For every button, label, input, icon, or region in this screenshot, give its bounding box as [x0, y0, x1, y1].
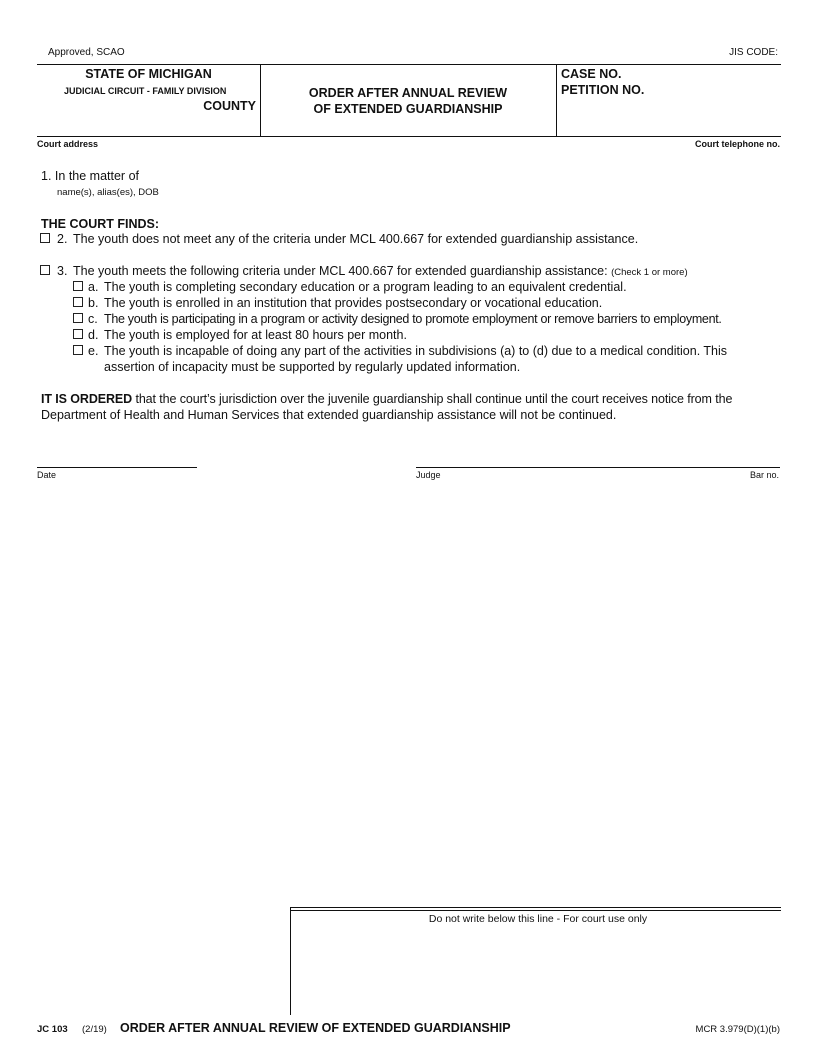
header-divider-left [260, 64, 261, 136]
matter-label: In the matter of [54, 169, 139, 183]
court-use-rule-1 [290, 907, 781, 908]
date-line[interactable] [37, 467, 197, 468]
bar-no-label: Bar no. [749, 470, 779, 480]
order-text: that the court’s jurisdiction over the juvenile guardianship shall continue until the court receives notice from the [132, 392, 733, 406]
matter-sublabel: name(s), alias(es), DOB [57, 187, 159, 198]
header-divider-right [556, 64, 557, 136]
form-revision: (2/19) [82, 1024, 107, 1035]
court-address-label: Court address [37, 139, 99, 149]
circuit-label: JUDICIAL CIRCUIT - FAMILY DIVISION [64, 86, 227, 96]
item3-number: 3. [57, 264, 68, 278]
court-use-rule-2 [290, 910, 781, 911]
item2-number: 2. [57, 232, 68, 246]
county-label: COUNTY [203, 99, 256, 113]
option-b-letter: b. [88, 296, 99, 310]
order-line2: Department of Health and Human Services that extended guardianship assistance will not be continued. [41, 408, 617, 422]
form-id: JC 103 [37, 1024, 68, 1035]
option-c-checkbox[interactable] [73, 313, 83, 323]
court-finds-heading: THE COURT FINDS: [41, 217, 160, 231]
court-telephone-label: Court telephone no. [695, 139, 780, 149]
court-rule: MCR 3.979(D)(1)(b) [695, 1024, 780, 1035]
option-c-letter: c. [88, 312, 98, 326]
item2-checkbox[interactable] [40, 233, 50, 243]
form-title-line1: ORDER AFTER ANNUAL REVIEW [308, 86, 508, 100]
header-bottom-rule [37, 136, 781, 137]
option-c-text: The youth is participating in a program or activity designed to promote employment or remove barriers to employment. [104, 312, 722, 326]
item3-criteria [73, 264, 688, 278]
option-d-letter: d. [88, 328, 99, 342]
court-use-label: Do not write below this line - For court use only [428, 913, 648, 925]
judge-signature-line[interactable] [416, 467, 780, 468]
item3-note: (Check 1 or more) [611, 267, 688, 278]
item2-text: The youth does not meet any of the criteria under MCL 400.667 for extended guardianship assistance. [73, 232, 639, 246]
order-line1 [41, 392, 732, 406]
option-e-text-cont: assertion of incapacity must be supported by regularly updated information. [104, 360, 521, 374]
form-title-line2: OF EXTENDED GUARDIANSHIP [313, 102, 503, 116]
item3-text: The youth meets the following criteria under MCL 400.667 for extended guardianship assistance: [73, 264, 608, 278]
case-no-label: CASE NO. [561, 67, 622, 81]
date-label: Date [37, 470, 57, 480]
option-d-checkbox[interactable] [73, 329, 83, 339]
item3-checkbox[interactable] [40, 265, 50, 275]
footer-title: ORDER AFTER ANNUAL REVIEW OF EXTENDED GUARDIANSHIP [120, 1021, 511, 1035]
matter-item [41, 169, 139, 183]
option-e-checkbox[interactable] [73, 345, 83, 355]
option-a-text: The youth is completing secondary education or a program leading to an equivalent credential. [104, 280, 627, 294]
option-a-letter: a. [88, 280, 99, 294]
option-d-text: The youth is employed for at least 80 hours per month. [104, 328, 407, 342]
matter-number: 1. [41, 169, 52, 183]
approved-label: Approved, SCAO [48, 47, 125, 58]
jis-code-label: JIS CODE: [729, 47, 778, 58]
option-a-checkbox[interactable] [73, 281, 83, 291]
state-label: STATE OF MICHIGAN [85, 67, 212, 81]
option-b-text: The youth is enrolled in an institution that provides postsecondary or vocational education. [104, 296, 603, 310]
order-lead: IT IS ORDERED [41, 392, 133, 406]
judge-label: Judge [416, 470, 441, 480]
header-top-rule [37, 64, 781, 65]
option-e-letter: e. [88, 344, 99, 358]
option-b-checkbox[interactable] [73, 297, 83, 307]
option-e-text: The youth is incapable of doing any part of the activities in subdivisions (a) to (d) due to a medical condition. This [104, 344, 728, 358]
petition-no-label: PETITION NO. [561, 83, 645, 97]
